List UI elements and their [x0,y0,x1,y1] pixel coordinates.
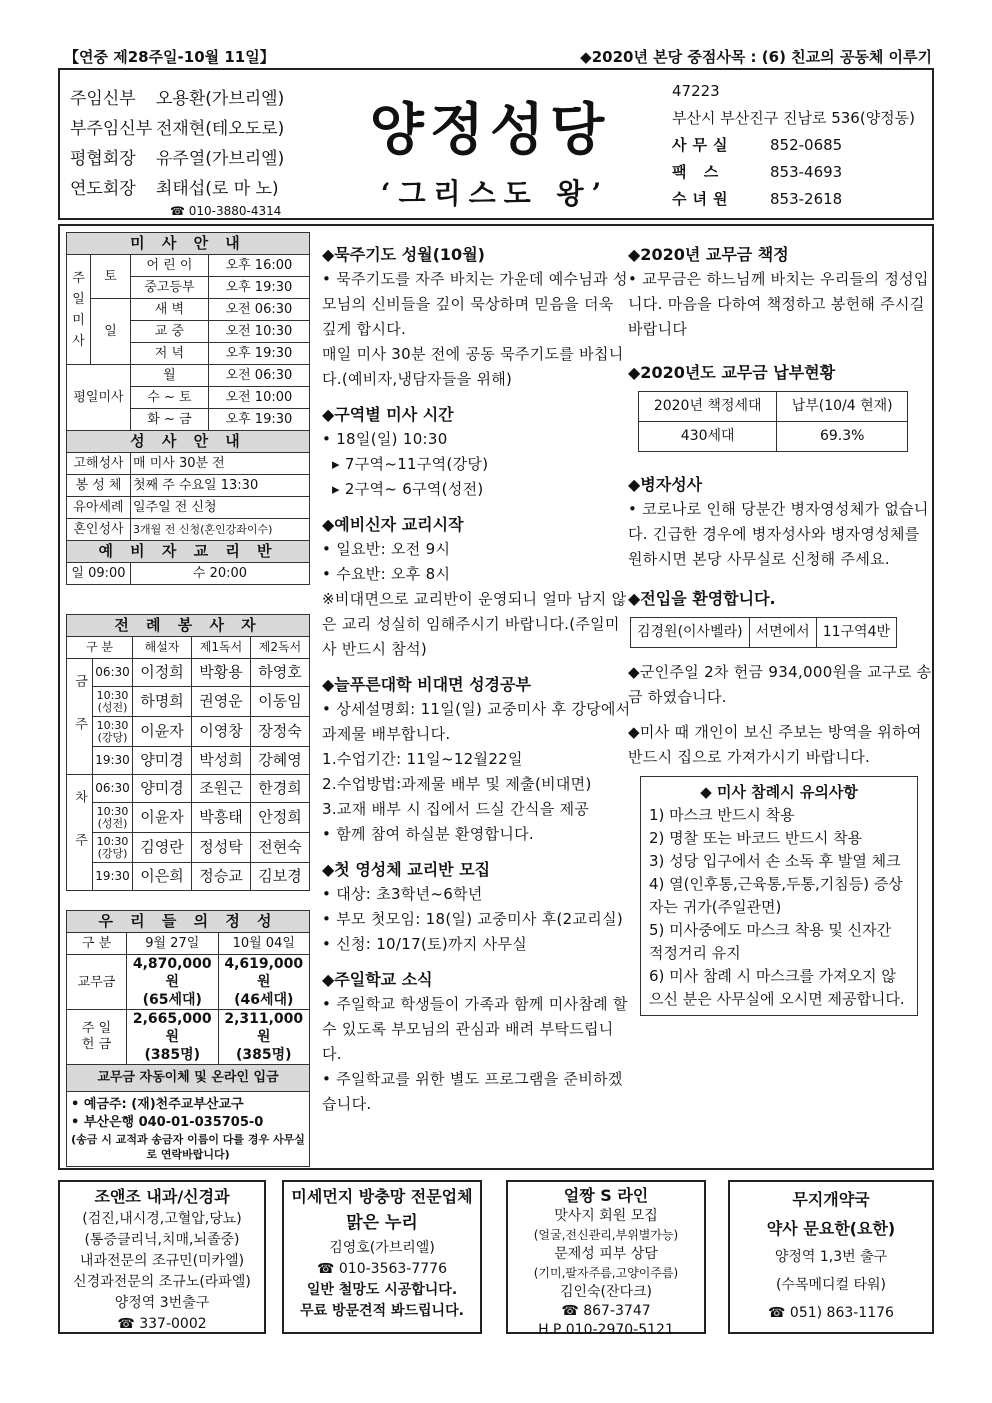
offering-type: 교무금 [67,955,127,1010]
name: 최태섭(로 마 노) [156,179,279,199]
ad-title: 무지개약국 [792,1190,870,1209]
mass-time: 06:30 [93,775,133,803]
server-name: 양미경 [133,747,192,775]
server-name: 이영창 [192,717,251,747]
section-text: ◆미사 때 개인이 보신 주보는 방역을 위하여 반드시 집으로 가져가시기 바랍니다. [628,723,922,766]
server-name: 장정숙 [251,717,310,747]
server-name: 한경희 [251,775,310,803]
section-text: 2.수업방법:과제물 배부 및 제출(비대면) [322,775,592,793]
role: 평협회장 [70,149,136,169]
sacrament-heading: 성 사 안 내 [67,431,310,453]
server-name: 하영호 [251,659,310,687]
catechumen-wed: 수 20:00 [131,563,310,585]
ad-line: ☎ 867-3747 [561,1303,651,1319]
section-text: • 부모 첫모임: 18(일) 교중미사 후(2교리실) [322,910,624,928]
server-name: 김영란 [133,833,192,863]
ad-line: (검진,내시경,고혈압,당뇨) [82,1211,242,1227]
section-text: • 함께 참여 하실분 환영합니다. [322,825,534,843]
ad-line: 맑은 누리 [346,1213,418,1233]
section-heading: ◆예비신자 교리시작 [322,515,464,534]
ad-line: (기미,팔자주름,고양이주름) [533,1266,679,1280]
mass-name: 중고등부 [131,277,209,299]
ad-line: ☎ 051) 863-1176 [768,1305,894,1321]
sunday-label: 주일미사 [67,255,91,365]
section-heading: ◆첫 영성체 교리반 모집 [322,860,491,879]
ad-title: 조앤조 내과/신경과 [94,1187,230,1206]
mass-time: 10:30 (강당) [93,833,133,863]
week-label: 금주 [67,659,93,775]
ad-line: 양정역 1,3번 출구 [774,1249,888,1265]
table-cell: 69.3% [777,422,908,452]
section-text: • 교무금은 하느님께 바치는 우리들의 정성입니다. 마음을 다하여 책정하고 봉헌해 주시길 바랍니다 [628,270,929,338]
server-name: 강혜영 [251,747,310,775]
name: 오용환(가브리엘) [156,89,285,109]
server-name: 양미경 [133,775,192,803]
section-heading: ◆주일학교 소식 [322,970,433,989]
notice-item: 1) 마스크 반드시 착용 [649,806,795,824]
offering-value: 4,619,000원 (46세대) [218,955,310,1010]
section-heading: ◆늘푸른대학 비대면 성경공부 [322,675,531,694]
news-column-2 [628,242,934,1016]
notice-item: 2) 명찰 또는 바코드 반드시 착용 [649,829,863,847]
section-text: • 대상: 초3학년~6학년 [322,885,483,903]
col-head: 9월 27일 [127,933,219,955]
notice-item: 4) 열(인후통,근육통,두통,기침등) 증상자는 귀가(주일관면) [649,875,903,916]
weekday-label: 평일미사 [67,365,131,431]
main-content [58,224,934,1170]
col-head: 제2독서 [251,637,310,659]
section-text: • 18일(일) 10:30 [322,430,448,448]
notice-item: 3) 성당 입구에서 손 소독 후 발열 체크 [649,852,901,870]
notice-heading: ◆ 미사 참례시 유의사항 [700,783,858,801]
server-name: 박성희 [192,747,251,775]
section-heading: ◆전입을 환영합니다. [628,589,776,608]
role: 연도회장 [70,179,136,199]
clergy-list [70,84,300,218]
role: 부주임신부 [70,119,153,139]
week-label: 차주 [67,775,93,891]
payment-status-table [638,391,908,452]
server-name: 하명희 [133,687,192,717]
ad-line: 맛사지 회원 모집 [554,1208,658,1224]
mass-time: 10:30 (성전) [93,803,133,833]
server-name: 정승교 [192,863,251,891]
sun-label: 일 [91,299,131,365]
account-number: • 부산은행 040-01-035705-0 [71,1115,264,1130]
notice-box [640,776,918,1016]
section-text: ▸ 7구역~11구역(강당) [332,455,489,473]
sat-label: 토 [91,255,131,299]
sacrament-name: 혼인성사 [67,519,131,541]
section-heading: ◆2020년 교무금 책정 [628,245,789,264]
contact-value: 853-2618 [770,190,843,208]
offering-value: 2,665,000원 (385명) [127,1010,219,1065]
sacrament-info: 3개월 전 신청(혼인강좌이수) [131,519,310,541]
server-name: 권영운 [192,687,251,717]
sacrament-info: 첫째 주 수요일 13:30 [131,475,310,497]
contact-label: 사무실 [672,136,734,154]
server-name: 이윤자 [133,717,192,747]
ad-line: 문제성 피부 상담 [554,1246,658,1262]
mass-time: 오후 19:30 [208,343,309,365]
ad-line: (통증클리닉,치매,뇌졸중) [84,1232,240,1248]
bank-heading: 교무금 자동이체 및 온라인 입금 [67,1065,310,1092]
mass-time: 19:30 [93,863,133,891]
pastoral-goal: ◆2020년 본당 중점사목 : (6) 친교의 공동체 이루기 [580,48,932,66]
server-name: 정성탁 [192,833,251,863]
mass-time: 19:30 [93,747,133,775]
sacrament-info: 매 미사 30분 전 [131,453,310,475]
contact-value: 852-0685 [770,136,843,154]
section-text: • 묵주기도를 자주 바치는 가운데 예수님과 성모님의 신비들을 깊이 묵상하며 믿음을 더욱 깊게 합시다. [322,270,628,338]
ad-line: 일반 철망도 시공합니다. [306,1282,458,1298]
offering-value: 2,311,000원 (385명) [218,1010,310,1065]
contact-info [672,78,934,213]
col-head: 해설자 [133,637,192,659]
section-text: • 수요반: 오후 8시 [322,565,451,583]
sacrament-info: 일주일 전 신청 [131,497,310,519]
server-name: 전현숙 [251,833,310,863]
table-cell: 11구역4반 [816,618,896,648]
contact-label: 팩 스 [672,163,725,181]
account-holder: • 예금주: (재)천주교부산교구 [71,1097,244,1112]
info-sidebar [66,232,310,585]
section-text: 매일 미사 30분 전에 공동 묵주기도를 바칩니다.(예비자,냉담자들을 위해) [322,345,624,388]
col-head: 제1독서 [192,637,251,659]
table-cell: 납부(10/4 현재) [777,392,908,422]
ad-title: 얼짱 S 라인 [563,1186,649,1205]
mass-time: 오후 16:00 [208,255,309,277]
ad-line: 무료 방문견적 봐드립니다. [300,1303,464,1319]
sacrament-name: 봉 성 체 [67,475,131,497]
address: 부산시 부산진구 진남로 536(양정동) [672,109,916,127]
liturgy-heading: 전 례 봉 사 자 [67,615,310,637]
section-text: ※비대면으로 교리반이 운영되니 얼마 남지 않은 교리 성실히 임해주시기 바랍니다.(주일미사 반드시 참석) [322,590,627,658]
server-name: 김보경 [251,863,310,891]
mass-time: 오전 06:30 [208,299,309,321]
contact-value: 853-4693 [770,163,843,181]
table-cell: 김경원(이사벨라) [631,618,750,648]
notice-item: 6) 미사 참례 시 마스크를 가져오지 않으신 분은 사무실에 오시면 제공합니다. [649,967,905,1008]
section-text: • 상세설명회: 11일(일) 교중미사 후 강당에서 과제물 배부합니다. [322,700,631,743]
section-heading: ◆2020년도 교무금 납부현황 [628,363,836,382]
parish-title: 양정성당 [369,97,611,163]
issue-date: 【연중 제28주일-10월 11일】 [64,48,275,66]
ad-line: 내과전문의 조규민(미카엘) [79,1253,245,1269]
notice-item: 5) 미사중에도 마스크 착용 및 신자간 적정거리 유지 [649,921,892,962]
section-text: • 주일학교 학생들이 가족과 함께 미사참례 할 수 있도록 부모님의 관심과 배려 부탁드립니다. [322,995,628,1063]
section-heading: ◆묵주기도 성월(10월) [322,245,485,264]
mass-name: 수 ~ 토 [131,387,209,409]
mass-time: 06:30 [93,659,133,687]
ad-line: 김영호(가브리엘) [329,1240,435,1256]
ad-line: H.P 010-2970-5121 [538,1322,674,1338]
ad-line: ☎ 010-3563-7776 [317,1261,447,1277]
col-head: 구 분 [67,933,127,955]
server-name: 조원근 [192,775,251,803]
server-name: 안정희 [251,803,310,833]
sacrament-name: 고해성사 [67,453,131,475]
ad-line: 신경과전문의 조규노(라파엘) [73,1274,251,1290]
mass-name: 월 [131,365,209,387]
clergy-phone: ☎ 010-3880-4314 [170,204,282,218]
liturgy-table [66,614,310,891]
ad-clinic [58,1180,266,1334]
section-heading: ◆병자성사 [628,475,703,494]
mass-time: 오전 10:00 [208,387,309,409]
server-name: 박황용 [192,659,251,687]
news-column-1 [322,242,632,1117]
section-text: • 신청: 10/17(토)까지 사무실 [322,935,528,953]
sacrament-name: 유아세례 [67,497,131,519]
ad-line: 양정역 3번출구 [114,1295,210,1311]
section-text: 1.수업기간: 11일~12월22일 [322,750,523,768]
section-text: • 일요반: 오전 9시 [322,540,451,558]
col-head: 10월 04일 [218,933,310,955]
ad-beauty [506,1180,706,1338]
offering-heading: 우 리 들 의 정 성 [67,911,310,933]
ad-line: 김인숙(잔다크) [559,1284,653,1300]
ad-line: (얼굴,전신관리,부위별가능) [533,1228,679,1242]
name: 유주열(가브리엘) [156,149,285,169]
header-strip [60,46,936,68]
ad-title: 미세먼지 방충망 전문업체 [291,1187,473,1206]
mass-time: 10:30 (성전) [93,687,133,717]
server-name: 이윤자 [133,803,192,833]
parish-subtitle: ‘그리스도 왕’ [380,177,610,210]
mass-name: 저 녁 [131,343,209,365]
ad-line: 약사 문요한(요한) [766,1219,896,1238]
section-text: 3.교재 배부 시 집에서 드실 간식을 제공 [322,800,590,818]
welcome-table [630,617,897,648]
section-text: ▸ 2구역~ 6구역(성전) [332,480,484,498]
ad-strip [58,1180,934,1338]
mass-time: 오후 19:30 [208,409,309,431]
ad-line: ☎ 337-0002 [117,1316,207,1332]
role: 주임신부 [70,89,136,109]
catechumen-heading: 예 비 자 교 리 반 [67,541,310,563]
mass-heading: 미 사 안 내 [67,233,310,255]
offering-value: 4,870,000원 (65세대) [127,955,219,1010]
table-cell: 430세대 [639,422,777,452]
mass-name: 새 벽 [131,299,209,321]
name: 전재현(테오도로) [156,119,285,139]
section-text: • 주일학교를 위한 별도 프로그램을 준비하겠습니다. [322,1070,623,1113]
section-text: ◆군인주일 2차 헌금 934,000원을 교구로 송금 하였습니다. [628,663,932,706]
bank-note: (송금 시 교적과 송금자 이름이 다를 경우 사무실로 연락바랍니다) [71,1133,305,1161]
mass-name: 화 ~ 금 [131,409,209,431]
section-text: • 코로나로 인해 당분간 병자영성체가 없습니다. 긴급한 경우에 병자성사와 병자영성체를 원하시면 본당 사무실로 신청해 주세요. [628,500,929,568]
masthead [58,68,934,220]
mass-time: 오후 19:30 [208,277,309,299]
offering-type: 주 일 헌 금 [67,1010,127,1065]
catechumen-sun: 일 09:00 [67,563,131,585]
col-head: 구 분 [67,637,133,659]
table-cell: 서면에서 [749,618,816,648]
ad-pharmacy [728,1180,934,1334]
zip-code: 47223 [672,82,720,100]
server-name: 이은희 [133,863,192,891]
offering-table [66,910,310,1167]
mass-time: 오전 06:30 [208,365,309,387]
mass-time: 10:30 (강당) [93,717,133,747]
ad-screen [282,1180,482,1334]
mass-name: 교 중 [131,321,209,343]
server-name: 이정희 [133,659,192,687]
section-heading: ◆구역별 미사 시간 [322,405,454,424]
contact-label: 수녀원 [672,190,734,208]
mass-name: 어 린 이 [131,255,209,277]
server-name: 이동임 [251,687,310,717]
server-name: 박흥태 [192,803,251,833]
ad-line: (수목메디컬 타워) [775,1277,887,1293]
mass-time: 오전 10:30 [208,321,309,343]
table-cell: 2020년 책정세대 [639,392,777,422]
